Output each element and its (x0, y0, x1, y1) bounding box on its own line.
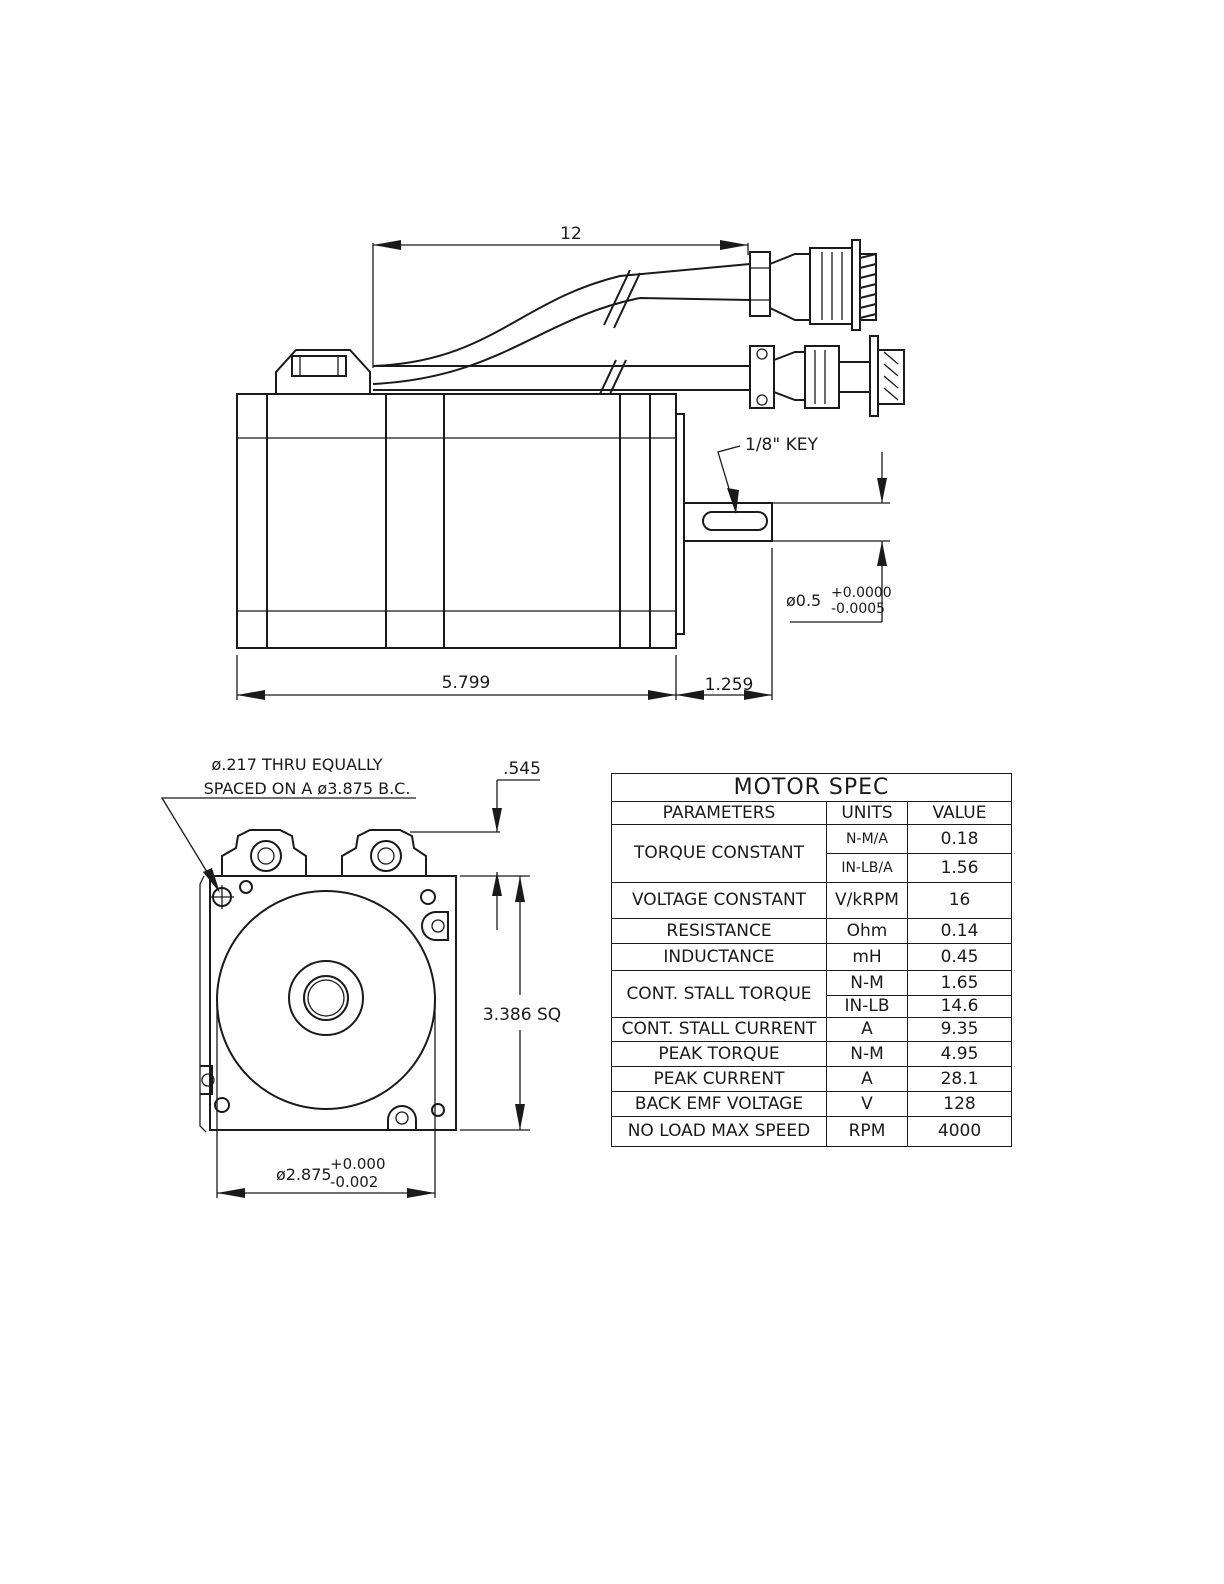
table-row (612, 883, 1012, 919)
param-cell: PEAK CURRENT (612, 1067, 827, 1092)
value-cell: 28.1 (908, 1067, 1012, 1092)
value-cell: 14.6 (908, 996, 1012, 1018)
cable-length-dimension (373, 224, 748, 368)
unit-cell: A (827, 1067, 908, 1092)
square-flange (200, 876, 456, 1132)
unit-cell: mH (827, 944, 908, 971)
front-view (162, 755, 561, 1198)
table-row (612, 971, 1012, 996)
table-row (612, 1018, 1012, 1042)
value-cell: 4000 (908, 1117, 1012, 1147)
pilot-dia-tol-upper: +0.000 (330, 1155, 386, 1173)
header-value: VALUE (908, 802, 1012, 825)
encoder-connector (750, 336, 904, 416)
shaft-dia-tol-lower: -0.0005 (831, 601, 886, 617)
unit-cell: RPM (827, 1117, 908, 1147)
pilot-diameter-dimension (217, 1004, 435, 1198)
param-cell: CONT. STALL TORQUE (612, 971, 827, 1018)
shaft-dia-base: ø0.5 (786, 591, 822, 610)
value-cell: 128 (908, 1092, 1012, 1117)
pilot-dia-tol-lower: -0.002 (330, 1173, 379, 1191)
pilot-and-shaft (217, 891, 435, 1109)
table-row (612, 919, 1012, 944)
motor-spec-table (611, 773, 1012, 1147)
table-row (612, 1092, 1012, 1117)
table-row (612, 825, 1012, 854)
table-row (612, 1117, 1012, 1147)
square-size-dimension (460, 876, 561, 1130)
shaft-length-label: 1.259 (704, 675, 754, 695)
side-view (237, 224, 904, 700)
cable-ears (222, 830, 426, 876)
param-cell: VOLTAGE CONSTANT (612, 883, 827, 919)
table-row (612, 1067, 1012, 1092)
value-cell: 1.56 (908, 854, 1012, 883)
shaft (684, 503, 890, 541)
unit-cell: V/kRPM (827, 883, 908, 919)
param-cell: TORQUE CONSTANT (612, 825, 827, 883)
value-cell: 0.45 (908, 944, 1012, 971)
body-length-label: 5.799 (441, 673, 491, 693)
unit-cell: N-M/A (827, 825, 908, 854)
unit-cell: IN-LB (827, 996, 908, 1018)
value-cell: 9.35 (908, 1018, 1012, 1042)
param-cell: CONT. STALL CURRENT (612, 1018, 827, 1042)
unit-cell: V (827, 1092, 908, 1117)
unit-cell: N-M (827, 971, 908, 996)
unit-cell: A (827, 1018, 908, 1042)
cable-length-label: 12 (560, 224, 582, 244)
hole-note-line2: SPACED ON A ø3.875 B.C. (203, 779, 411, 798)
value-cell: 1.65 (908, 971, 1012, 996)
top-offset-label: .545 (503, 759, 541, 779)
param-cell: PEAK TORQUE (612, 1042, 827, 1067)
value-cell: 0.14 (908, 919, 1012, 944)
param-cell: BACK EMF VOLTAGE (612, 1092, 827, 1117)
spec-table-title: MOTOR SPEC (612, 774, 1012, 802)
unit-cell: Ohm (827, 919, 908, 944)
table-row (612, 944, 1012, 971)
key-label: 1/8" KEY (745, 435, 818, 455)
shaft-diameter-dimension (786, 452, 892, 622)
pilot-dia-base: ø2.875 (276, 1165, 332, 1184)
motor-body (237, 394, 684, 648)
unit-cell: N-M (827, 1042, 908, 1067)
unit-cell: IN-LB/A (827, 854, 908, 883)
param-cell: NO LOAD MAX SPEED (612, 1117, 827, 1147)
value-cell: 0.18 (908, 825, 1012, 854)
header-units: UNITS (827, 802, 908, 825)
cable-gland (276, 350, 370, 394)
hole-note-line1: ø.217 THRU EQUALLY (211, 755, 383, 774)
value-cell: 16 (908, 883, 1012, 919)
header-parameters: PARAMETERS (612, 802, 827, 825)
param-cell: INDUCTANCE (612, 944, 827, 971)
param-cell: RESISTANCE (612, 919, 827, 944)
power-connector (750, 240, 876, 330)
value-cell: 4.95 (908, 1042, 1012, 1067)
square-size-label: 3.386 SQ (482, 1005, 562, 1025)
length-dimensions (237, 548, 772, 700)
table-row (612, 1042, 1012, 1067)
shaft-dia-tol-upper: +0.0000 (831, 585, 892, 601)
